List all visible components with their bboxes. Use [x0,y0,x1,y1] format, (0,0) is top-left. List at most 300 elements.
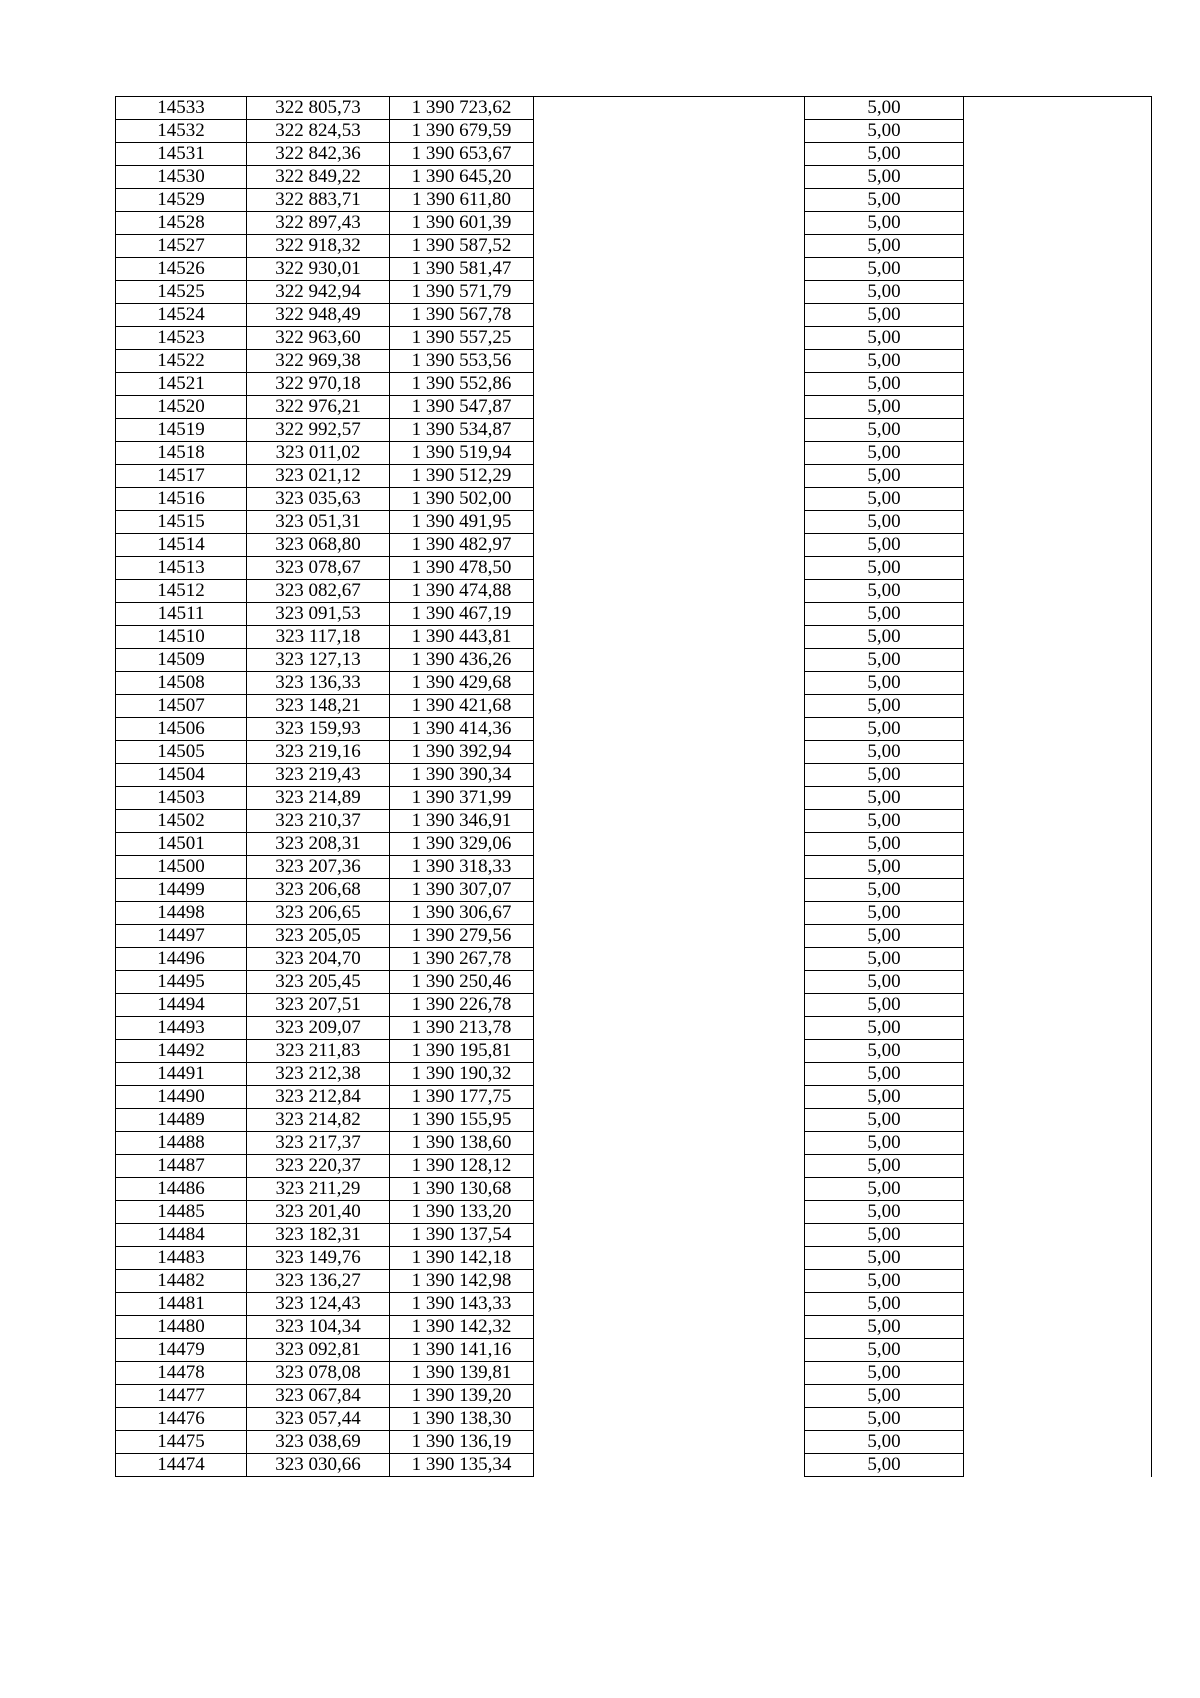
empty-cell [964,902,1152,925]
empty-cell [964,1385,1152,1408]
empty-cell [534,258,805,281]
table-row [116,258,1152,281]
point-number-cell: 14510 [116,626,247,649]
value-cell: 5,00 [805,902,964,925]
value-cell: 5,00 [805,1155,964,1178]
x-coordinate-cell: 323 021,12 [247,465,390,488]
table-row [116,787,1152,810]
table-row [116,442,1152,465]
point-number-cell: 14501 [116,833,247,856]
y-coordinate-cell: 1 390 318,33 [390,856,534,879]
table-row [116,603,1152,626]
empty-cell [964,1017,1152,1040]
table-row [116,1017,1152,1040]
coordinates-table [115,96,1152,1477]
point-number-cell: 14503 [116,787,247,810]
empty-cell [964,787,1152,810]
table-row [116,327,1152,350]
empty-cell [964,511,1152,534]
value-cell: 5,00 [805,143,964,166]
point-number-cell: 14499 [116,879,247,902]
empty-cell [964,534,1152,557]
point-number-cell: 14495 [116,971,247,994]
table-row [116,580,1152,603]
x-coordinate-cell: 323 209,07 [247,1017,390,1040]
table-row [116,649,1152,672]
x-coordinate-cell: 323 219,16 [247,741,390,764]
table-row [116,879,1152,902]
table-row [116,1431,1152,1454]
value-cell: 5,00 [805,856,964,879]
y-coordinate-cell: 1 390 143,33 [390,1293,534,1316]
point-number-cell: 14487 [116,1155,247,1178]
point-number-cell: 14517 [116,465,247,488]
y-coordinate-cell: 1 390 138,30 [390,1408,534,1431]
empty-cell [534,994,805,1017]
point-number-cell: 14494 [116,994,247,1017]
table-row [116,1454,1152,1477]
value-cell: 5,00 [805,350,964,373]
value-cell: 5,00 [805,1040,964,1063]
value-cell: 5,00 [805,626,964,649]
value-cell: 5,00 [805,1178,964,1201]
value-cell: 5,00 [805,1408,964,1431]
point-number-cell: 14497 [116,925,247,948]
x-coordinate-cell: 322 992,57 [247,419,390,442]
empty-cell [534,143,805,166]
value-cell: 5,00 [805,1454,964,1477]
empty-cell [534,1086,805,1109]
empty-cell [964,810,1152,833]
point-number-cell: 14504 [116,764,247,787]
empty-cell [964,695,1152,718]
y-coordinate-cell: 1 390 587,52 [390,235,534,258]
x-coordinate-cell: 322 824,53 [247,120,390,143]
value-cell: 5,00 [805,948,964,971]
empty-cell [534,1454,805,1477]
point-number-cell: 14496 [116,948,247,971]
value-cell: 5,00 [805,373,964,396]
x-coordinate-cell: 323 207,51 [247,994,390,1017]
value-cell: 5,00 [805,419,964,442]
x-coordinate-cell: 323 201,40 [247,1201,390,1224]
x-coordinate-cell: 323 057,44 [247,1408,390,1431]
point-number-cell: 14528 [116,212,247,235]
empty-cell [534,741,805,764]
empty-cell [964,120,1152,143]
value-cell: 5,00 [805,534,964,557]
x-coordinate-cell: 323 212,38 [247,1063,390,1086]
x-coordinate-cell: 323 082,67 [247,580,390,603]
empty-cell [964,143,1152,166]
empty-cell [964,1063,1152,1086]
y-coordinate-cell: 1 390 534,87 [390,419,534,442]
point-number-cell: 14484 [116,1224,247,1247]
value-cell: 5,00 [805,1270,964,1293]
empty-cell [964,1201,1152,1224]
point-number-cell: 14519 [116,419,247,442]
y-coordinate-cell: 1 390 502,00 [390,488,534,511]
point-number-cell: 14529 [116,189,247,212]
empty-cell [534,304,805,327]
point-number-cell: 14531 [116,143,247,166]
empty-cell [964,166,1152,189]
empty-cell [534,764,805,787]
table-row [116,1224,1152,1247]
point-number-cell: 14513 [116,557,247,580]
empty-cell [534,557,805,580]
table-row [116,1132,1152,1155]
value-cell: 5,00 [805,120,964,143]
point-number-cell: 14521 [116,373,247,396]
table-row [116,856,1152,879]
value-cell: 5,00 [805,1316,964,1339]
empty-cell [534,718,805,741]
empty-cell [534,511,805,534]
coordinates-table-body [116,97,1152,1477]
empty-cell [964,948,1152,971]
empty-cell [964,419,1152,442]
empty-cell [964,1293,1152,1316]
x-coordinate-cell: 323 148,21 [247,695,390,718]
x-coordinate-cell: 323 205,05 [247,925,390,948]
point-number-cell: 14512 [116,580,247,603]
y-coordinate-cell: 1 390 478,50 [390,557,534,580]
empty-cell [964,971,1152,994]
point-number-cell: 14505 [116,741,247,764]
empty-cell [534,1270,805,1293]
empty-cell [534,695,805,718]
empty-cell [964,994,1152,1017]
y-coordinate-cell: 1 390 329,06 [390,833,534,856]
empty-cell [534,281,805,304]
y-coordinate-cell: 1 390 611,80 [390,189,534,212]
point-number-cell: 14514 [116,534,247,557]
value-cell: 5,00 [805,1063,964,1086]
x-coordinate-cell: 322 948,49 [247,304,390,327]
y-coordinate-cell: 1 390 553,56 [390,350,534,373]
table-row [116,1063,1152,1086]
table-row [116,396,1152,419]
empty-cell [534,810,805,833]
empty-cell [534,373,805,396]
point-number-cell: 14520 [116,396,247,419]
y-coordinate-cell: 1 390 137,54 [390,1224,534,1247]
y-coordinate-cell: 1 390 601,39 [390,212,534,235]
y-coordinate-cell: 1 390 279,56 [390,925,534,948]
y-coordinate-cell: 1 390 190,32 [390,1063,534,1086]
table-row [116,695,1152,718]
x-coordinate-cell: 323 214,82 [247,1109,390,1132]
empty-cell [964,580,1152,603]
empty-cell [964,925,1152,948]
table-row [116,833,1152,856]
empty-cell [534,327,805,350]
point-number-cell: 14506 [116,718,247,741]
y-coordinate-cell: 1 390 512,29 [390,465,534,488]
empty-cell [534,1178,805,1201]
empty-cell [964,1247,1152,1270]
point-number-cell: 14479 [116,1339,247,1362]
value-cell: 5,00 [805,465,964,488]
point-number-cell: 14518 [116,442,247,465]
value-cell: 5,00 [805,1431,964,1454]
x-coordinate-cell: 323 212,84 [247,1086,390,1109]
empty-cell [964,1270,1152,1293]
point-number-cell: 14475 [116,1431,247,1454]
value-cell: 5,00 [805,879,964,902]
empty-cell [964,603,1152,626]
y-coordinate-cell: 1 390 267,78 [390,948,534,971]
table-row [116,350,1152,373]
x-coordinate-cell: 322 883,71 [247,189,390,212]
x-coordinate-cell: 323 159,93 [247,718,390,741]
value-cell: 5,00 [805,994,964,1017]
x-coordinate-cell: 323 214,89 [247,787,390,810]
value-cell: 5,00 [805,488,964,511]
x-coordinate-cell: 323 092,81 [247,1339,390,1362]
y-coordinate-cell: 1 390 519,94 [390,442,534,465]
value-cell: 5,00 [805,1201,964,1224]
table-row [116,1270,1152,1293]
value-cell: 5,00 [805,603,964,626]
y-coordinate-cell: 1 390 307,07 [390,879,534,902]
x-coordinate-cell: 322 897,43 [247,212,390,235]
y-coordinate-cell: 1 390 133,20 [390,1201,534,1224]
value-cell: 5,00 [805,1017,964,1040]
point-number-cell: 14483 [116,1247,247,1270]
value-cell: 5,00 [805,741,964,764]
y-coordinate-cell: 1 390 155,95 [390,1109,534,1132]
table-row [116,971,1152,994]
point-number-cell: 14522 [116,350,247,373]
x-coordinate-cell: 322 930,01 [247,258,390,281]
x-coordinate-cell: 323 038,69 [247,1431,390,1454]
table-row [116,534,1152,557]
table-row [116,1178,1152,1201]
empty-cell [534,1431,805,1454]
y-coordinate-cell: 1 390 136,19 [390,1431,534,1454]
x-coordinate-cell: 323 104,34 [247,1316,390,1339]
y-coordinate-cell: 1 390 142,98 [390,1270,534,1293]
y-coordinate-cell: 1 390 128,12 [390,1155,534,1178]
empty-cell [964,1109,1152,1132]
x-coordinate-cell: 322 976,21 [247,396,390,419]
empty-cell [534,1339,805,1362]
point-number-cell: 14492 [116,1040,247,1063]
point-number-cell: 14482 [116,1270,247,1293]
empty-cell [964,1155,1152,1178]
value-cell: 5,00 [805,189,964,212]
empty-cell [534,419,805,442]
table-row [116,810,1152,833]
y-coordinate-cell: 1 390 392,94 [390,741,534,764]
point-number-cell: 14481 [116,1293,247,1316]
empty-cell [534,1293,805,1316]
empty-cell [964,373,1152,396]
empty-cell [534,902,805,925]
point-number-cell: 14488 [116,1132,247,1155]
value-cell: 5,00 [805,442,964,465]
empty-cell [964,1086,1152,1109]
point-number-cell: 14523 [116,327,247,350]
y-coordinate-cell: 1 390 142,18 [390,1247,534,1270]
empty-cell [964,718,1152,741]
value-cell: 5,00 [805,833,964,856]
x-coordinate-cell: 322 969,38 [247,350,390,373]
point-number-cell: 14486 [116,1178,247,1201]
x-coordinate-cell: 323 220,37 [247,1155,390,1178]
x-coordinate-cell: 323 208,31 [247,833,390,856]
y-coordinate-cell: 1 390 139,81 [390,1362,534,1385]
empty-cell [534,120,805,143]
x-coordinate-cell: 323 035,63 [247,488,390,511]
x-coordinate-cell: 323 182,31 [247,1224,390,1247]
empty-cell [964,672,1152,695]
point-number-cell: 14511 [116,603,247,626]
point-number-cell: 14533 [116,97,247,120]
x-coordinate-cell: 323 136,33 [247,672,390,695]
y-coordinate-cell: 1 390 142,32 [390,1316,534,1339]
x-coordinate-cell: 322 970,18 [247,373,390,396]
empty-cell [964,281,1152,304]
x-coordinate-cell: 323 204,70 [247,948,390,971]
empty-cell [964,1224,1152,1247]
point-number-cell: 14532 [116,120,247,143]
x-coordinate-cell: 322 842,36 [247,143,390,166]
x-coordinate-cell: 323 207,36 [247,856,390,879]
empty-cell [534,442,805,465]
empty-cell [534,350,805,373]
table-row [116,948,1152,971]
empty-cell [964,350,1152,373]
x-coordinate-cell: 323 219,43 [247,764,390,787]
empty-cell [964,879,1152,902]
value-cell: 5,00 [805,166,964,189]
empty-cell [534,1224,805,1247]
empty-cell [964,557,1152,580]
empty-cell [964,189,1152,212]
value-cell: 5,00 [805,971,964,994]
y-coordinate-cell: 1 390 195,81 [390,1040,534,1063]
value-cell: 5,00 [805,511,964,534]
empty-cell [964,212,1152,235]
empty-cell [964,833,1152,856]
value-cell: 5,00 [805,1109,964,1132]
y-coordinate-cell: 1 390 306,67 [390,902,534,925]
point-number-cell: 14530 [116,166,247,189]
empty-cell [964,1339,1152,1362]
value-cell: 5,00 [805,1362,964,1385]
point-number-cell: 14478 [116,1362,247,1385]
point-number-cell: 14493 [116,1017,247,1040]
empty-cell [534,787,805,810]
y-coordinate-cell: 1 390 482,97 [390,534,534,557]
empty-cell [964,327,1152,350]
empty-cell [964,856,1152,879]
value-cell: 5,00 [805,580,964,603]
y-coordinate-cell: 1 390 443,81 [390,626,534,649]
empty-cell [964,396,1152,419]
empty-cell [964,1040,1152,1063]
empty-cell [534,1316,805,1339]
value-cell: 5,00 [805,281,964,304]
empty-cell [964,304,1152,327]
x-coordinate-cell: 323 206,68 [247,879,390,902]
x-coordinate-cell: 323 124,43 [247,1293,390,1316]
empty-cell [534,672,805,695]
y-coordinate-cell: 1 390 474,88 [390,580,534,603]
table-row [116,672,1152,695]
y-coordinate-cell: 1 390 436,26 [390,649,534,672]
empty-cell [534,212,805,235]
value-cell: 5,00 [805,97,964,120]
table-row [116,465,1152,488]
y-coordinate-cell: 1 390 421,68 [390,695,534,718]
x-coordinate-cell: 322 942,94 [247,281,390,304]
empty-cell [534,1408,805,1431]
empty-cell [534,1247,805,1270]
x-coordinate-cell: 323 091,53 [247,603,390,626]
table-row [116,120,1152,143]
y-coordinate-cell: 1 390 547,87 [390,396,534,419]
point-number-cell: 14502 [116,810,247,833]
point-number-cell: 14491 [116,1063,247,1086]
table-row [116,1339,1152,1362]
empty-cell [534,971,805,994]
table-row [116,1362,1152,1385]
y-coordinate-cell: 1 390 653,67 [390,143,534,166]
empty-cell [534,534,805,557]
table-row [116,1201,1152,1224]
value-cell: 5,00 [805,1224,964,1247]
value-cell: 5,00 [805,1339,964,1362]
x-coordinate-cell: 322 918,32 [247,235,390,258]
value-cell: 5,00 [805,1247,964,1270]
empty-cell [534,1362,805,1385]
x-coordinate-cell: 323 211,29 [247,1178,390,1201]
y-coordinate-cell: 1 390 130,68 [390,1178,534,1201]
value-cell: 5,00 [805,212,964,235]
table-row [116,1293,1152,1316]
x-coordinate-cell: 323 211,83 [247,1040,390,1063]
value-cell: 5,00 [805,1293,964,1316]
table-row [116,281,1152,304]
table-row [116,902,1152,925]
empty-cell [534,1155,805,1178]
y-coordinate-cell: 1 390 429,68 [390,672,534,695]
empty-cell [534,879,805,902]
value-cell: 5,00 [805,1132,964,1155]
x-coordinate-cell: 323 117,18 [247,626,390,649]
empty-cell [964,1132,1152,1155]
y-coordinate-cell: 1 390 139,20 [390,1385,534,1408]
table-row [116,511,1152,534]
table-row [116,97,1152,120]
point-number-cell: 14490 [116,1086,247,1109]
value-cell: 5,00 [805,787,964,810]
y-coordinate-cell: 1 390 581,47 [390,258,534,281]
table-row [116,1155,1152,1178]
x-coordinate-cell: 323 127,13 [247,649,390,672]
point-number-cell: 14526 [116,258,247,281]
y-coordinate-cell: 1 390 371,99 [390,787,534,810]
empty-cell [964,741,1152,764]
point-number-cell: 14509 [116,649,247,672]
x-coordinate-cell: 322 805,73 [247,97,390,120]
table-row [116,1408,1152,1431]
empty-cell [964,97,1152,120]
